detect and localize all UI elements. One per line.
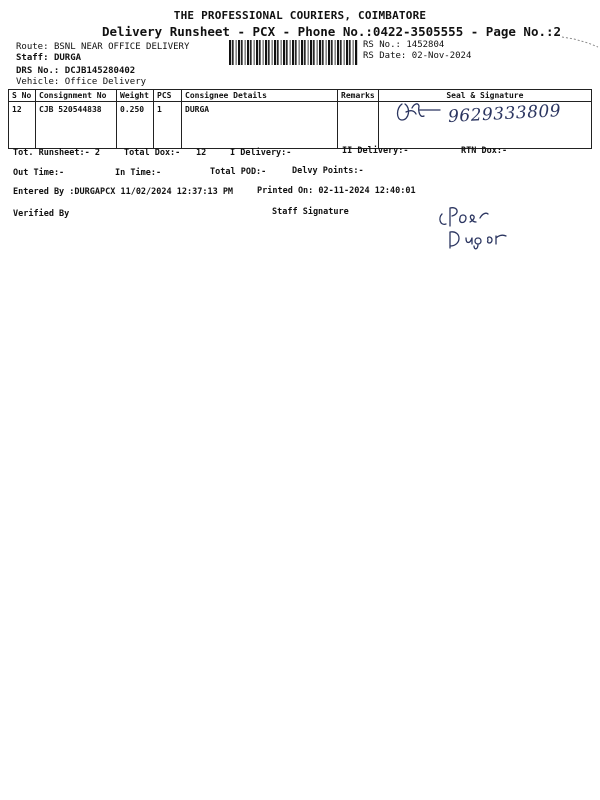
barcode-bar bbox=[250, 40, 252, 65]
barcode-bar bbox=[241, 40, 243, 65]
staff-label: Staff: bbox=[16, 53, 49, 63]
barcode-bar bbox=[335, 40, 336, 65]
rs-date-value: 02-Nov-2024 bbox=[411, 51, 472, 61]
tot-runsheet: Tot. Runsheet:- 2 bbox=[13, 148, 100, 158]
printed-on: Printed On: 02-11-2024 12:40:01 bbox=[257, 186, 416, 196]
col-weight: Weight bbox=[117, 90, 154, 102]
barcode-bar bbox=[313, 40, 315, 65]
document-title: Delivery Runsheet - PCX - Phone No.:0422-3505555 - Page No.:2 bbox=[102, 24, 562, 39]
barcode-bar bbox=[295, 40, 297, 65]
barcode-bar bbox=[337, 40, 339, 65]
entered-by: Entered By :DURGAPCX 11/02/2024 12:37:13 PM bbox=[13, 187, 234, 197]
handwritten-phone: 9629333809 bbox=[447, 101, 562, 127]
cell-remarks bbox=[338, 102, 379, 149]
barcode bbox=[229, 40, 358, 65]
barcode-bar bbox=[263, 40, 264, 65]
cell-consignee: DURGA bbox=[182, 102, 338, 149]
barcode-bar bbox=[232, 40, 234, 65]
verified-by: Verified By bbox=[13, 209, 70, 219]
total-pod: Total POD:- bbox=[210, 167, 267, 177]
barcode-bar bbox=[265, 40, 267, 65]
barcode-bar bbox=[272, 40, 273, 65]
rs-no-line bbox=[363, 40, 444, 50]
rs-no-value: 1452804 bbox=[406, 40, 445, 50]
barcode-bar bbox=[290, 40, 291, 65]
handwritten-signature bbox=[392, 98, 442, 126]
rs-date-line bbox=[363, 51, 471, 61]
barcode-bar bbox=[274, 40, 276, 65]
barcode-bar bbox=[301, 40, 303, 65]
rs-date-label: RS Date: bbox=[363, 51, 407, 61]
staff-value: DURGA bbox=[53, 53, 82, 63]
barcode-bar bbox=[299, 40, 300, 65]
barcode-bar bbox=[328, 40, 330, 65]
barcode-bar bbox=[286, 40, 288, 65]
staff-handwritten-signature bbox=[436, 200, 526, 250]
route-line bbox=[16, 42, 189, 52]
barcode-bar bbox=[236, 40, 237, 65]
barcode-bar bbox=[346, 40, 348, 65]
ii-delivery: II Delivery:- bbox=[342, 146, 409, 156]
barcode-bar bbox=[238, 40, 240, 65]
barcode-bar bbox=[259, 40, 261, 65]
route-label: Route: bbox=[16, 42, 49, 52]
route-value: BSNL NEAR OFFICE DELIVERY bbox=[53, 42, 190, 52]
delvy-points: Delvy Points:- bbox=[292, 166, 364, 176]
out-time: Out Time:- bbox=[13, 168, 65, 178]
company-name: THE PROFESSIONAL COURIERS, COIMBATORE bbox=[173, 9, 427, 22]
barcode-bar bbox=[256, 40, 258, 65]
col-pcs: PCS bbox=[154, 90, 182, 102]
vehicle-line bbox=[16, 77, 146, 87]
barcode-bar bbox=[349, 40, 351, 65]
barcode-bar bbox=[340, 40, 342, 65]
barcode-bar bbox=[247, 40, 249, 65]
in-time: In Time:- bbox=[115, 168, 162, 178]
barcode-bar bbox=[283, 40, 285, 65]
barcode-bar bbox=[353, 40, 354, 65]
rtn-dox: RTN Dox:- bbox=[461, 146, 508, 156]
vehicle-label: Vehicle: bbox=[16, 77, 60, 87]
barcode-bar bbox=[317, 40, 318, 65]
barcode-bar bbox=[229, 40, 231, 65]
rs-no-label: RS No.: bbox=[363, 40, 401, 50]
barcode-bar bbox=[277, 40, 279, 65]
barcode-bar bbox=[331, 40, 333, 65]
corner-mark bbox=[560, 33, 600, 53]
barcode-bar bbox=[281, 40, 282, 65]
col-sno: S No bbox=[9, 90, 36, 102]
barcode-bar bbox=[292, 40, 294, 65]
drs-value: DCJB145280402 bbox=[64, 66, 136, 76]
total-dox-label: Total Dox:- bbox=[124, 148, 181, 158]
barcode-bar bbox=[304, 40, 306, 65]
staff-line bbox=[16, 53, 81, 63]
barcode-bar bbox=[268, 40, 270, 65]
barcode-bar bbox=[308, 40, 309, 65]
cell-sno: 12 bbox=[9, 102, 36, 149]
barcode-bar bbox=[254, 40, 255, 65]
barcode-bar bbox=[245, 40, 246, 65]
cell-weight: 0.250 bbox=[117, 102, 154, 149]
i-delivery: I Delivery:- bbox=[230, 148, 292, 158]
barcode-bar bbox=[322, 40, 324, 65]
staff-signature-label: Staff Signature bbox=[272, 207, 349, 217]
barcode-bar bbox=[310, 40, 312, 65]
drs-label: DRS No.: bbox=[16, 66, 60, 76]
barcode-bar bbox=[319, 40, 321, 65]
vehicle-value: Office Delivery bbox=[64, 77, 147, 87]
cell-consignment: CJB 520544838 bbox=[36, 102, 117, 149]
barcode-bar bbox=[326, 40, 327, 65]
col-remarks: Remarks bbox=[338, 90, 379, 102]
total-dox-value: 12 bbox=[196, 148, 207, 158]
cell-pcs: 1 bbox=[154, 102, 182, 149]
col-seal-signature: Seal & Signature bbox=[378, 90, 591, 102]
drs-line bbox=[16, 66, 135, 76]
barcode-bar bbox=[355, 40, 357, 65]
barcode-bar bbox=[344, 40, 345, 65]
table-header-row bbox=[9, 90, 592, 102]
col-consignment: Consignment No bbox=[36, 90, 117, 102]
col-consignee: Consignee Details bbox=[182, 90, 338, 102]
